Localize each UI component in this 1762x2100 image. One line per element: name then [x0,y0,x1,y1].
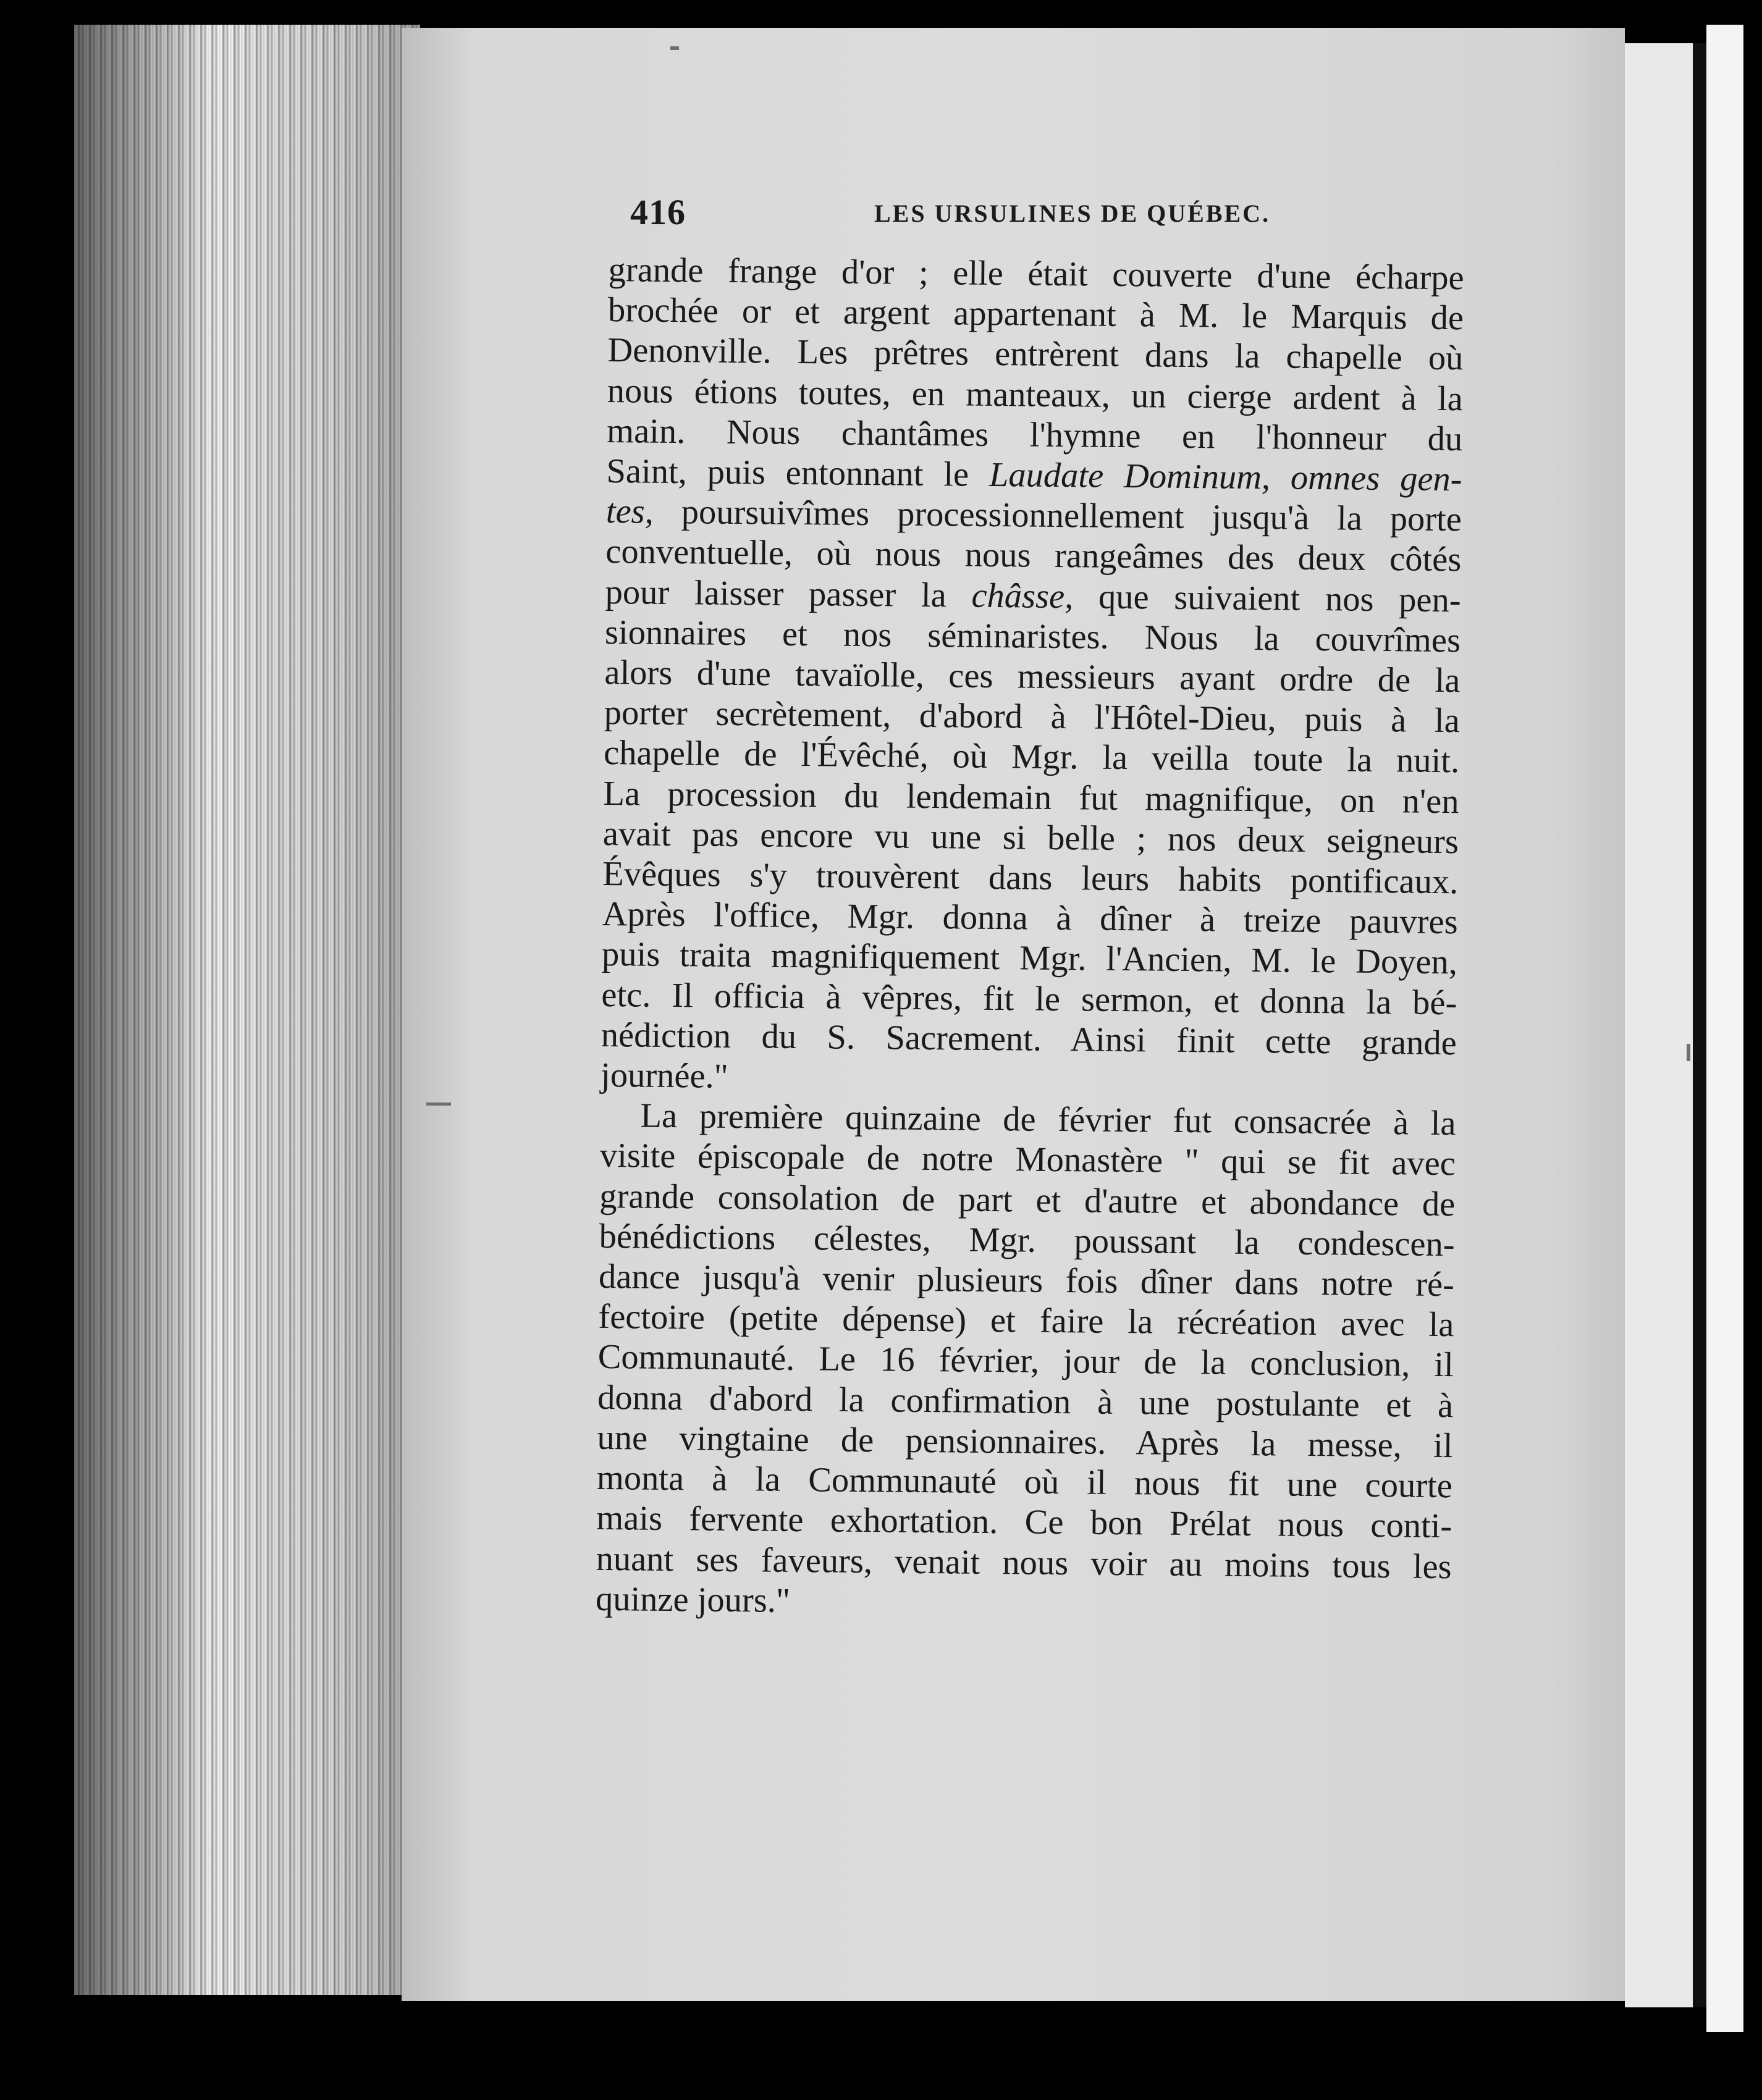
text-line: La première quinzaine de février fut consacrée à la [640,1096,1456,1143]
text-line: main. Nous chantâmes l'hymne en l'honneur du [606,411,1463,459]
text-line: monta à la Communauté où il nous fit une courte [596,1459,1453,1506]
italic-word: châsse, [971,576,1074,616]
text-run: que suivaient nos pen- [1073,577,1461,620]
text-line: grande consolation de part et d'autre et abondance de [599,1177,1456,1224]
text-line: bénédictions célestes, Mgr. poussant la condescen- [599,1217,1455,1264]
scan-speck [1687,1044,1690,1061]
italic-latin-phrase: tes, [605,492,654,531]
text-line: La procession du lendemain fut magnifique, on n'en [603,774,1459,821]
text-line: donna d'abord la confirmation à une postulante et à [597,1378,1454,1425]
text-line: conventuelle, où nous nous rangeâmes des deux côtés [605,532,1462,579]
text-line: sionnaires et nos séminaristes. Nous la couvrîmes [604,613,1461,660]
text-line: puis traita magnifiquement Mgr. l'Ancien, M. le Doyen, [601,935,1458,982]
text-line: fectoire (petite dépense) et faire la récréation avec la [598,1298,1454,1345]
text-line: brochée or et argent appartenant à M. le Marquis de [607,291,1464,338]
text-line: mais fervente exhortation. Ce bon Prélat nous conti- [596,1499,1452,1546]
text-run: poursuivîmes processionnellement jusqu'à la porte [653,492,1462,539]
text-line: dance jusqu'à venir plusieurs fois dîner dans notre ré- [598,1258,1455,1304]
text-line: une vingtaine de pensionnaires. Après la messe, il [597,1418,1453,1466]
running-title: LES URSULINES DE QUÉBEC. [874,200,1271,227]
text-line: nuant ses faveurs, venait nous voir au moins tous les [596,1539,1452,1586]
text-line: quinze jours." [595,1579,791,1620]
page-header [630,191,1470,241]
text-line: Évêques s'y trouvèrent dans leurs habits pontificaux. [602,855,1459,902]
text-line: visite épiscopale de notre Monastère " qui se fit avec [599,1136,1456,1183]
text-line: alors d'une tavaïolle, ces messieurs ayant ordre de la [604,653,1461,700]
text-line: Denonville. Les prêtres entrèrent dans la chapelle où [607,331,1464,378]
text-line: avait pas encore vu une si belle ; nos deux seigneurs [602,814,1459,862]
text-line: journée." [600,1056,729,1096]
text-line: Après l'office, Mgr. donna à dîner à treize pauvres [602,895,1458,942]
text-run: pour laisser passer la [605,573,947,615]
scan-speck [426,1102,451,1106]
text-line: porter secrètement, d'abord à l'Hôtel-Dieu, puis à la [604,694,1461,741]
text-line: etc. Il officia à vêpres, fit le sermon, et donna la bé- [601,975,1457,1022]
italic-latin-phrase: Laudate Dominum, omnes gen- [988,455,1462,499]
text-line: Communauté. Le 16 février, jour de la conclusion, il [597,1338,1454,1385]
body-text [596,250,1464,1628]
text-line: chapelle de l'Évêché, où Mgr. la veilla toute la nuit. [603,734,1460,781]
next-page-edge [1625,43,1693,2007]
text-line: grande frange d'or ; elle était couverte d'une écharpe [608,250,1464,298]
page-gutter-shadow [1693,43,1706,2007]
text-line: nous étions toutes, en manteaux, un cierge ardent à la [607,371,1464,418]
text-line: nédiction du S. Sacrement. Ainsi finit cette grande [601,1015,1457,1063]
text-run: Saint, puis entonnant le [606,452,969,494]
page-edges-shadow [74,25,420,1995]
page-number: 416 [630,192,686,232]
scan-speck [670,46,679,50]
next-page-margin [1706,25,1743,2032]
